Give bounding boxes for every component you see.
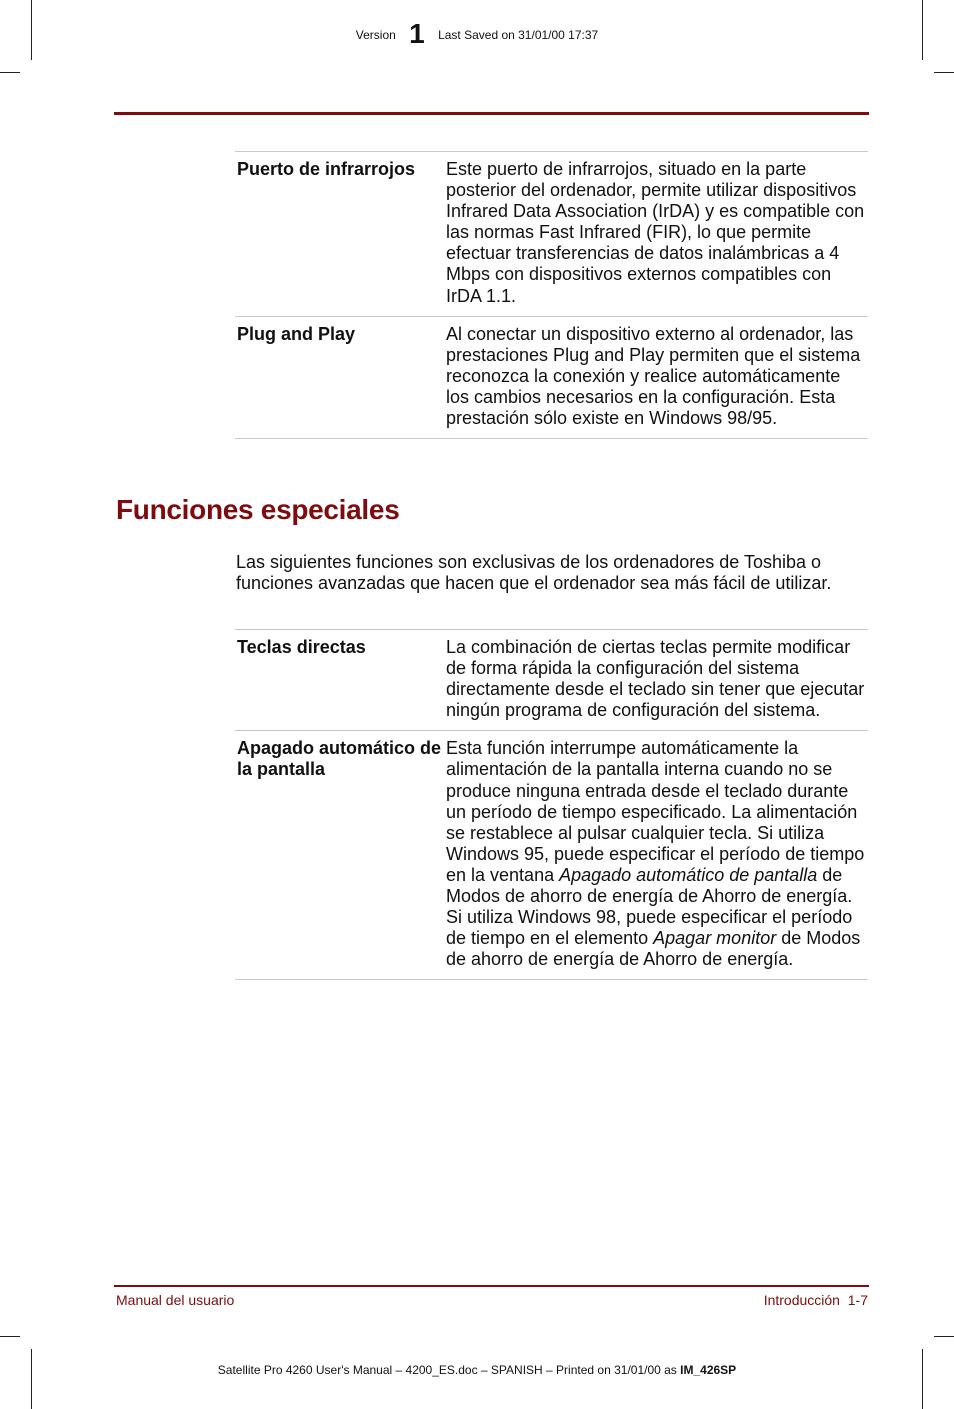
- description: Este puerto de infrarrojos, situado en la parte posterior del ordenador, permite utilizar dispositivos Infrared Data Association (IrDA) y es compatible con las normas Fast Infrared (FIR), lo que permite efectuar transferencias de datos inalámbricas a 4 Mbps con dispositivos externos compatibles con IrDA 1.1.: [446, 159, 865, 306]
- description: [446, 738, 866, 970]
- definition-table-features: [235, 629, 868, 980]
- crop-mark: [0, 1336, 20, 1337]
- print-info: [0, 1363, 954, 1377]
- term: Plug and Play: [237, 323, 356, 344]
- crop-mark: [934, 1336, 954, 1337]
- description-text: Esta función interrumpe automáticamente la alimentación de la pantalla interna cuando no se produce ninguna entrada desde el teclado durante un período de tiempo especificado. La alimentación se restablece al pulsar cualquier tecla. Si utiliza Windows 95, puede especificar el período de tiempo en la ventana: [446, 738, 865, 885]
- version-line: [0, 18, 954, 50]
- table-row: [235, 151, 868, 316]
- description-text: de Modos de ahorro de energía de Ahorro de energía. Si utiliza Windows 98, puede especificar el período de tiempo en el elemento: [446, 864, 853, 949]
- crop-mark: [922, 1349, 923, 1409]
- description: La combinación de ciertas teclas permite modificar de forma rápida la configuración del sistema directamente desde el teclado sin tener que ejecutar ningún programa de configuración del sistema.: [446, 637, 865, 721]
- last-saved: Last Saved on 31/01/00 17:37: [438, 28, 599, 42]
- version-number: 1: [409, 18, 425, 49]
- crop-mark: [31, 1349, 32, 1409]
- print-text: Satellite Pro 4260 User's Manual – 4200_ES.doc – SPANISH – Printed on 31/01/00 as: [217, 1363, 681, 1377]
- table-row: [235, 316, 868, 439]
- footer-rule: [114, 1285, 869, 1287]
- version-label: Version: [355, 28, 396, 42]
- term: Puerto de infrarrojos: [237, 159, 416, 179]
- term: Apagado automático de la pantalla: [237, 738, 442, 780]
- definition-table-ports: [235, 151, 868, 439]
- description: Al conectar un dispositivo externo al ordenador, las prestaciones Plug and Play permiten que el sistema reconozca la conexión y realice automáticamente los cambios necesarios en la configuración. Esta prestación sólo existe en Windows 98/95.: [446, 323, 861, 429]
- footer-page-number: Introducción 1-7: [763, 1292, 868, 1308]
- window-name: Apagado automático de pantalla: [559, 864, 818, 885]
- crop-mark: [0, 72, 20, 73]
- crop-mark: [934, 72, 954, 73]
- table-row: [235, 730, 868, 980]
- section-intro: Las siguientes funciones son exclusivas de los ordenadores de Toshiba o funciones avanzadas que hacen que el ordenador sea más fácil de utilizar.: [236, 552, 832, 593]
- footer-manual-title: Manual del usuario: [116, 1292, 235, 1308]
- header-rule: [114, 112, 869, 115]
- section-title: Funciones especiales: [116, 494, 400, 525]
- term: Teclas directas: [237, 637, 366, 657]
- description-text: de Modos de ahorro de energía de Ahorro de energía.: [446, 928, 861, 970]
- item-name: Apagar monitor: [653, 928, 777, 949]
- print-code: IM_426SP: [680, 1363, 737, 1377]
- table-row: [235, 629, 868, 730]
